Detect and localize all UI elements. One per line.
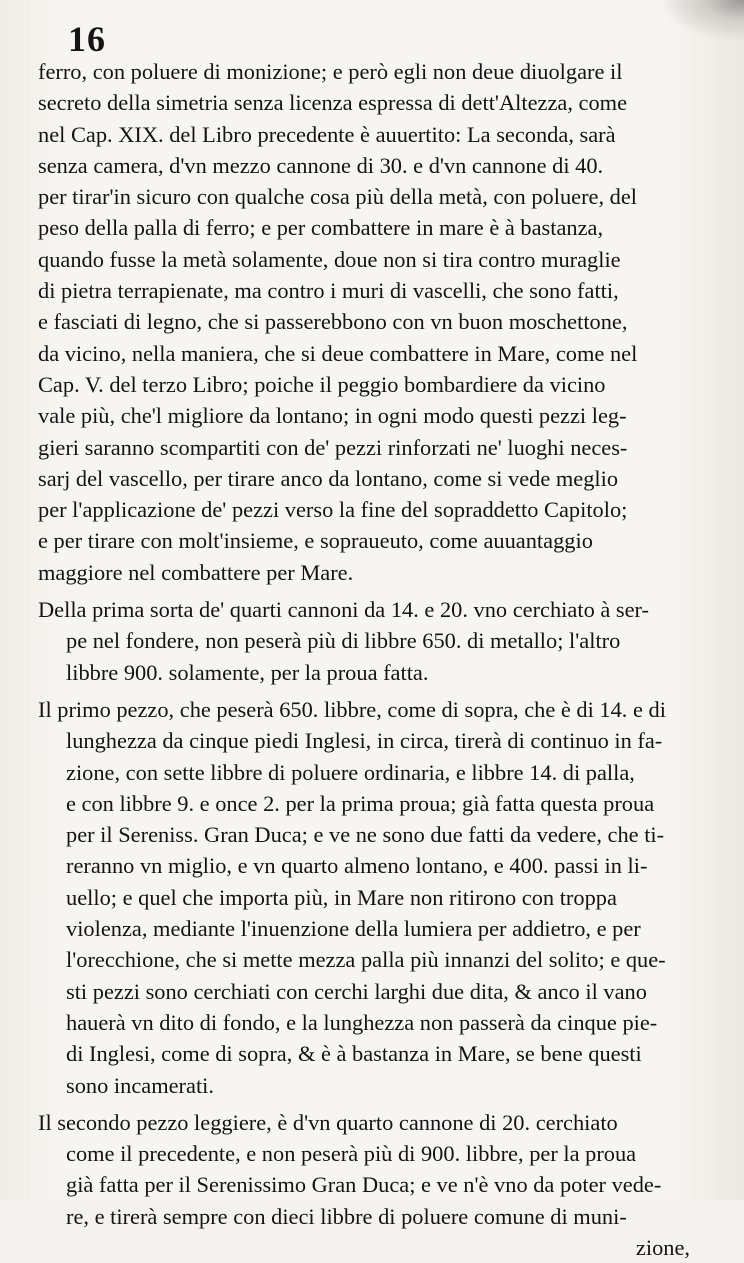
paragraph-4 — [38, 1107, 700, 1232]
text-line: gieri saranno scompartiti con de' pezzi rinforzati ne' luoghi neces- — [38, 434, 628, 460]
text-line: re, e tirerà sempre con dieci libbre di poluere comune di muni- — [66, 1203, 627, 1229]
text-line: di Inglesi, come di sopra, & è à bastanza in Mare, se bene questi — [66, 1041, 642, 1067]
page-number: 16 — [68, 19, 106, 59]
text-line: sti pezzi sono cerchiati con cerchi larghi due dita, & anco il vano — [66, 978, 647, 1004]
text-line: Cap. V. del terzo Libro; poiche il peggio bombardiere da vicino — [38, 371, 606, 397]
text-line: libbre 900. solamente, per la proua fatta. — [66, 659, 429, 685]
text-line: e fasciati di legno, che si passerebbono con vn buon moschettone, — [38, 309, 628, 335]
text-line: pe nel fondere, non peserà più di libbre 650. di metallo; l'altro — [66, 628, 621, 654]
text-line: hauerà vn dito di fondo, e la lunghezza non passerà da cinque pie- — [66, 1009, 658, 1035]
text-line: Della prima sorta de' quarti cannoni da 14. e 20. vno cerchiato à ser- — [38, 597, 650, 623]
text-line: da vicino, nella maniera, che si deue combattere in Mare, come nel — [38, 340, 638, 366]
text-line: sono incamerati. — [66, 1072, 214, 1098]
text-line: zione, con sette libbre di poluere ordinaria, e libbre 14. di palla, — [66, 759, 635, 785]
text-line: per tirar'in sicuro con qualche cosa più della metà, con poluere, del — [38, 184, 638, 210]
text-line: uello; e quel che importa più, in Mare non ritirono con troppa — [66, 884, 617, 910]
text-line: per l'applicazione de' pezzi verso la fine del sopraddetto Capitolo; — [38, 497, 628, 523]
text-line: vale più, che'l migliore da lontano; in ogni modo questi pezzi leg- — [38, 403, 627, 429]
text-line: maggiore nel combattere per Mare. — [38, 559, 354, 585]
text-line: Il secondo pezzo leggiere, è d'vn quarto cannone di 20. cerchiato — [38, 1109, 618, 1135]
text-line: senza camera, d'vn mezzo cannone di 30. e d'vn cannone di 40. — [38, 152, 604, 178]
page-corner-shadow — [664, 0, 744, 40]
text-line: lunghezza da cinque piedi Inglesi, in circa, tirerà di continuo in fa- — [66, 728, 663, 754]
text-line: di pietra terrapienate, ma contro i muri di vascelli, che sono fatti, — [38, 278, 619, 304]
paragraph-3 — [38, 694, 700, 1101]
body-text — [38, 56, 700, 1263]
text-line: violenza, mediante l'inuenzione della lumiera per addietro, e per — [66, 916, 641, 942]
text-line: già fatta per il Serenissimo Gran Duca; e ve n'è vno da poter vede- — [66, 1172, 662, 1198]
text-line: l'orecchione, che si mette mezza palla più innanzi del solito; e que- — [66, 947, 666, 973]
text-line: sarj del vascello, per tirare anco da lontano, come si vede meglio — [38, 465, 619, 491]
text-line: peso della palla di ferro; e per combattere in mare è à bastanza, — [38, 215, 604, 241]
text-line: come il precedente, e non peserà più di 900. libbre, per la proua — [66, 1141, 637, 1167]
text-line: e per tirare con molt'insieme, e sopraueuto, come auuantaggio — [38, 528, 593, 554]
paragraph-2 — [38, 594, 700, 688]
text-line: per il Sereniss. Gran Duca; e ve ne sono due fatti da vedere, che ti- — [66, 822, 665, 848]
text-line: Il primo pezzo, che peserà 650. libbre, come di sopra, che è di 14. e di — [38, 696, 666, 722]
paragraph-1 — [38, 56, 700, 588]
text-line: e con libbre 9. e once 2. per la prima proua; già fatta questa proua — [66, 790, 655, 816]
text-line: reranno vn miglio, e vn quarto almeno lontano, e 400. passi in li- — [66, 853, 648, 879]
text-line: quando fusse la metà solamente, doue non si tira contro muraglie — [38, 246, 621, 272]
catchword: zione, — [635, 1234, 690, 1260]
text-line: ferro, con poluere di monizione; e però egli non deue diuolgare il — [38, 59, 623, 84]
text-line: secreto della simetria senza licenza espressa di dett'Altezza, come — [38, 90, 628, 116]
text-line: nel Cap. XIX. del Libro precedente è auuertito: La seconda, sarà — [38, 121, 616, 147]
